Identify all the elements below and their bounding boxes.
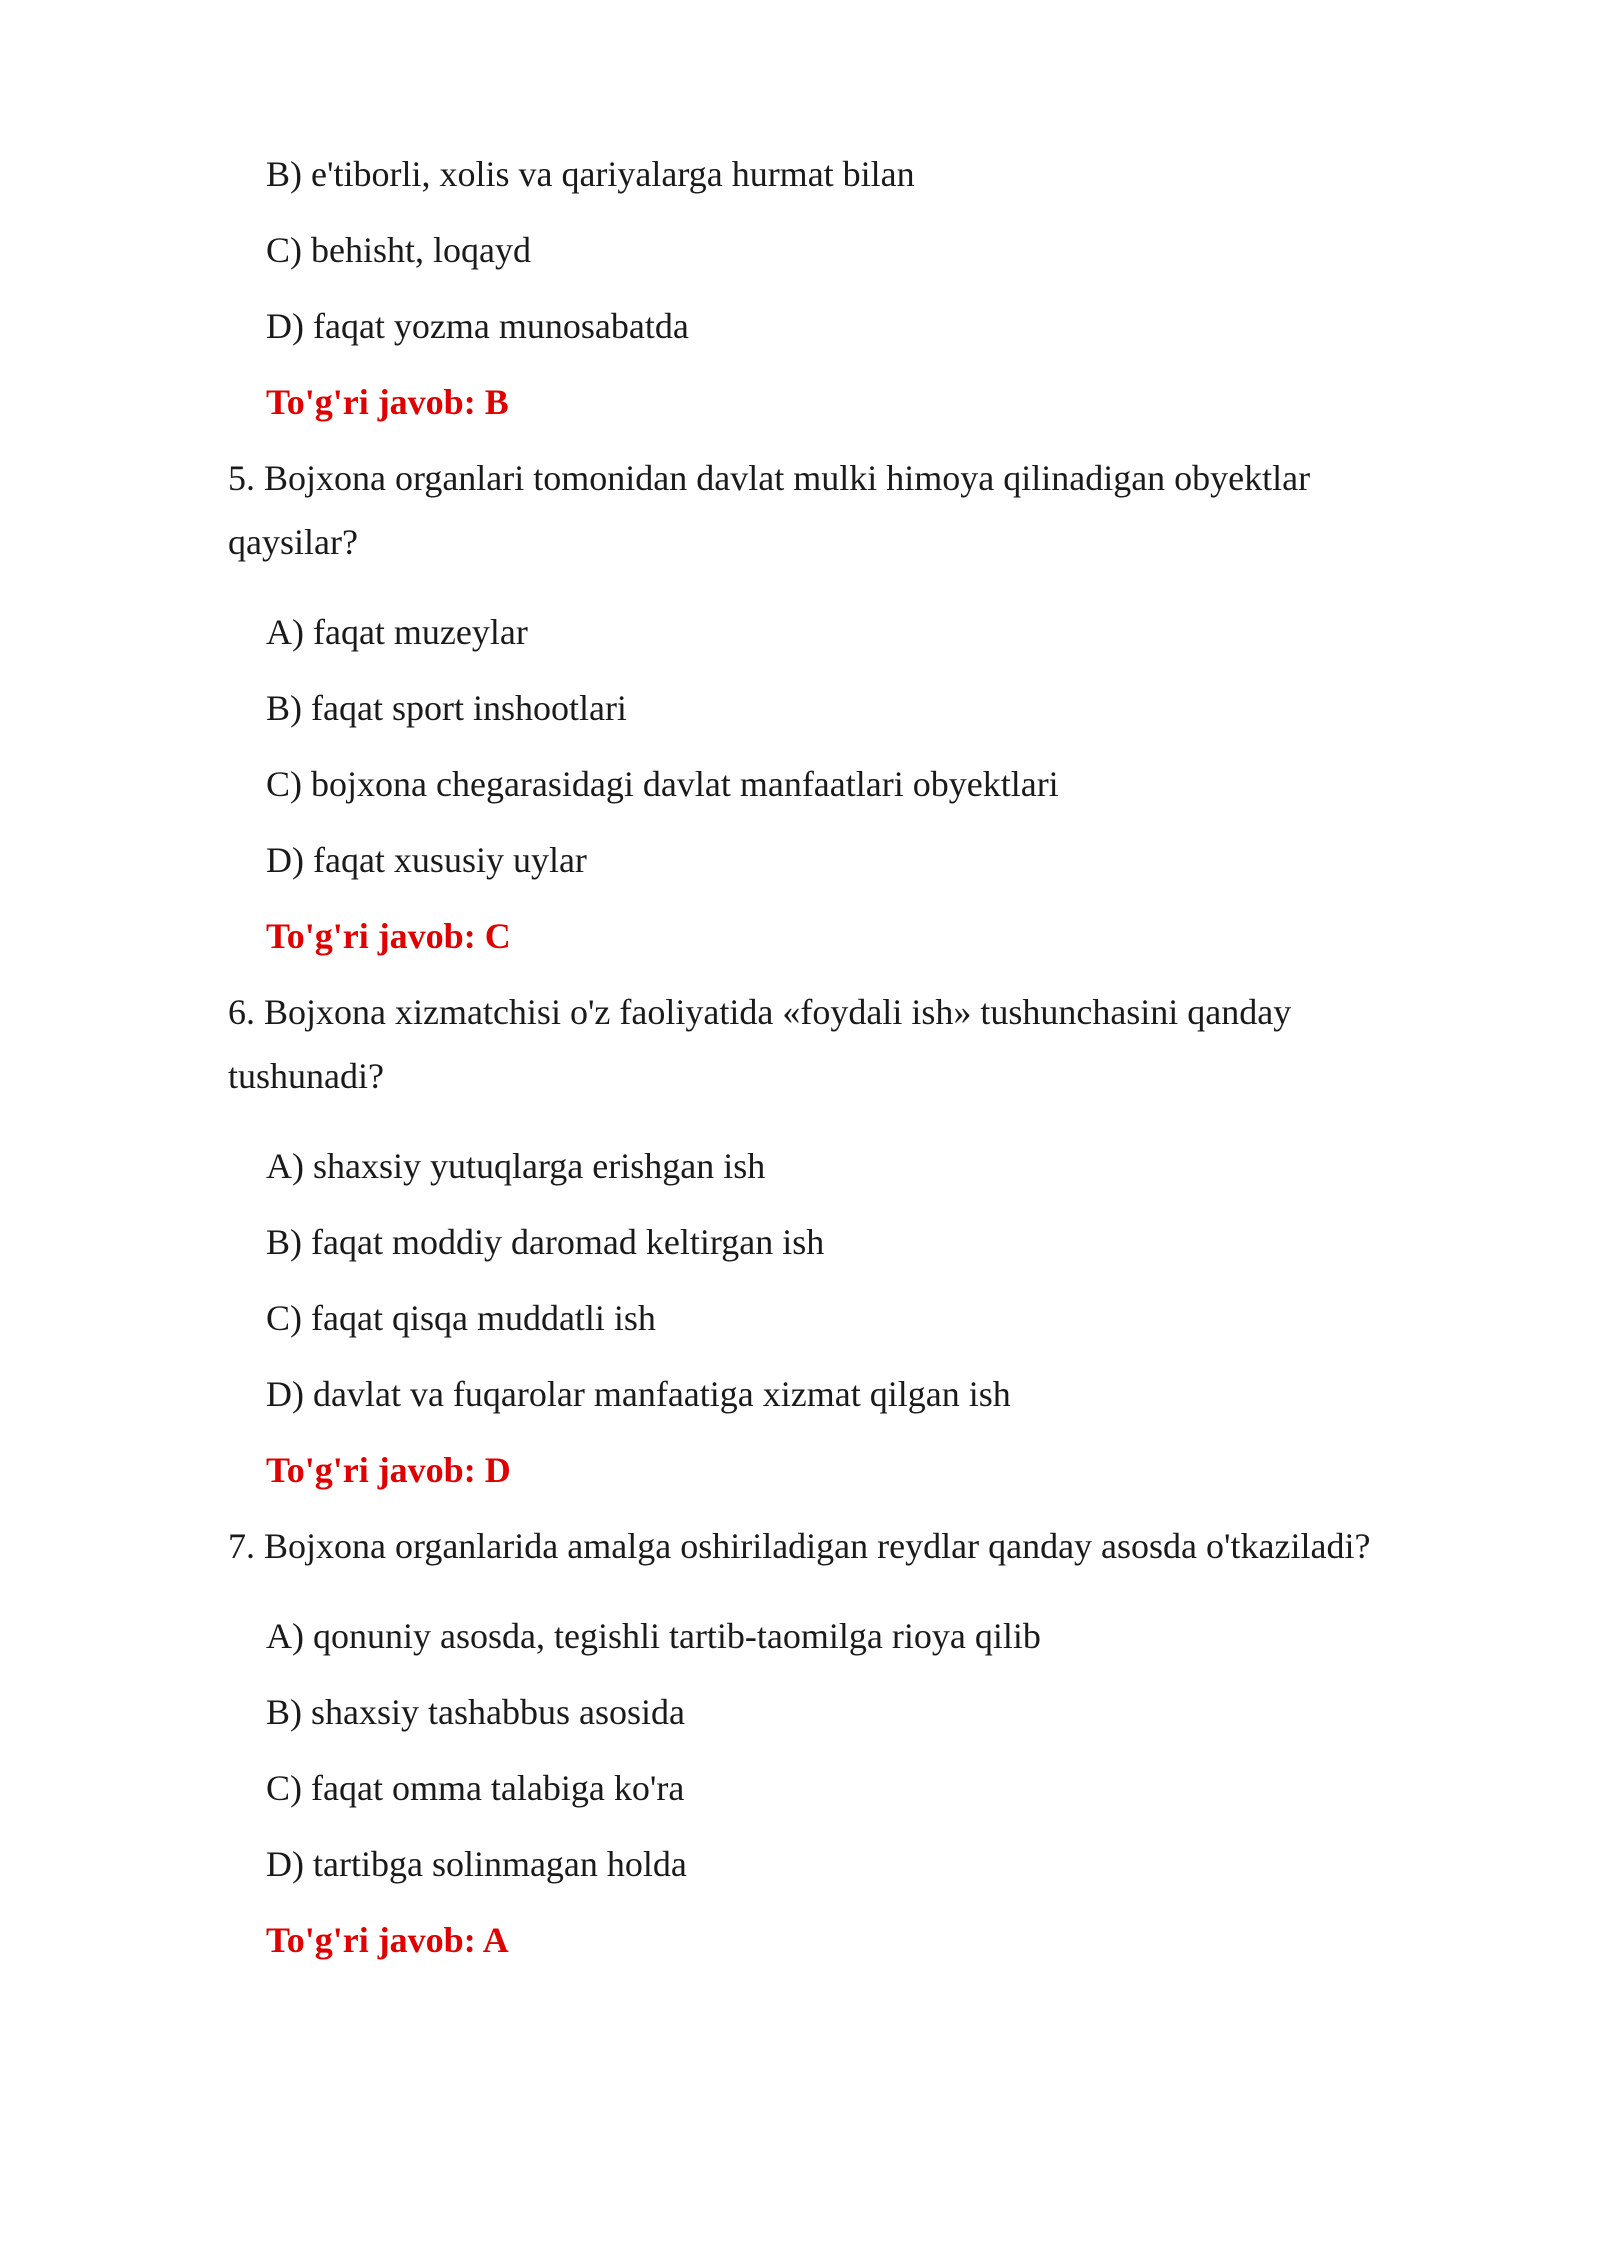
question-6-option-a: A) shaxsiy yutuqlarga erishgan ish (266, 1146, 766, 1186)
question-7-option-d: D) tartibga solinmagan holda (266, 1844, 687, 1884)
question-7-option-c: C) faqat omma talabiga ko'ra (266, 1768, 685, 1808)
question-6-option-c: C) faqat qisqa muddatli ish (266, 1298, 656, 1338)
question-5-correct-answer: To'g'ri javob: C (266, 916, 511, 956)
question-5-text: 5. Bojxona organlari tomonidan davlat mulki himoya qilinadigan obyektlar qaysilar? (228, 458, 1311, 562)
question-6-correct-answer: To'g'ri javob: D (266, 1450, 511, 1490)
question-7-option-b: B) shaxsiy tashabbus asosida (266, 1692, 685, 1732)
question-5-option-b: B) faqat sport inshootlari (266, 688, 627, 728)
question-6-option-b: B) faqat moddiy daromad keltirgan ish (266, 1222, 825, 1262)
prev-option-c: C) behisht, loqayd (266, 230, 531, 270)
question-5-option-c: C) bojxona chegarasidagi davlat manfaatlari obyektlari (266, 764, 1059, 804)
question-7-option-a: A) qonuniy asosda, tegishli tartib-taomilga rioya qilib (266, 1616, 1041, 1656)
question-6-option-d: D) davlat va fuqarolar manfaatiga xizmat qilgan ish (266, 1374, 1011, 1414)
question-7-text: 7. Bojxona organlarida amalga oshiriladigan reydlar qanday asosda o'tkaziladi? (228, 1526, 1371, 1566)
question-7-correct-answer: To'g'ri javob: A (266, 1920, 509, 1960)
question-5-option-a: A) faqat muzeylar (266, 612, 528, 652)
question-5-option-d: D) faqat xususiy uylar (266, 840, 587, 880)
question-6-text: 6. Bojxona xizmatchisi o'z faoliyatida «foydali ish» tushunchasini qanday tushunadi? (228, 992, 1292, 1096)
prev-option-d: D) faqat yozma munosabatda (266, 306, 689, 346)
prev-option-b: B) e'tiborli, xolis va qariyalarga hurmat bilan (266, 154, 915, 194)
prev-correct-answer: To'g'ri javob: B (266, 382, 509, 422)
